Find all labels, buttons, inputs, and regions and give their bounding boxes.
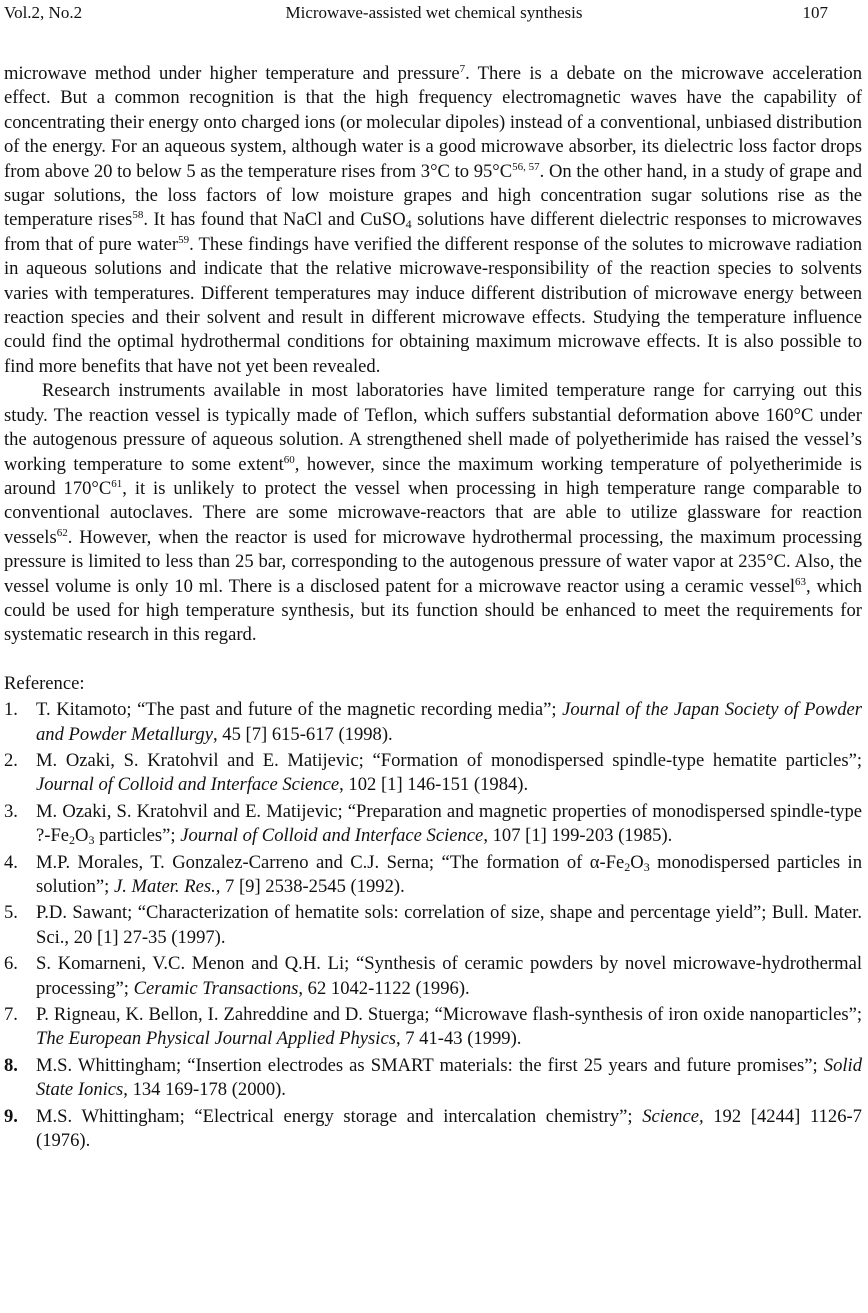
reference-number: 7. — [4, 1004, 18, 1026]
paragraph-2 — [4, 379, 862, 647]
reference-item — [4, 698, 862, 747]
journal-title: The European Physical Journal Applied Physics — [36, 1028, 396, 1050]
citation: 60 — [283, 453, 295, 466]
text-run: Research instruments available in most laboratories have limited temperature range for carrying out this study. The reaction vessel is typically made of Teflon, which suffers substantial deformation above 160°C under the autogenous pressure of aqueous solution. A strengthened shell made of polyetherimide has raised the vessel’s working temperature to some extent — [4, 380, 862, 475]
text-run: , which could be used for high temperature synthesis, but its function should be enhanced to meet the requirements for systematic research in this regard. — [4, 575, 862, 646]
text-run: M.S. Whittingham; “Insertion electrodes as SMART materials: the first 25 years and future promises”; — [36, 1054, 824, 1076]
text-run: , 107 [1] 199-203 (1985). — [483, 825, 673, 847]
text-run: M. Ozaki, S. Kratohvil and E. Matijevic; “Preparation and magnetic properties of monodispersed spindle-type ?-Fe — [36, 800, 862, 847]
reference-item — [4, 749, 862, 798]
text-run: , 134 169-178 (2000). — [123, 1079, 286, 1101]
citation: 56, 57 — [512, 160, 540, 173]
text-run: , 102 [1] 146-151 (1984). — [339, 774, 529, 796]
reference-number: 5. — [4, 902, 18, 924]
subscript: 4 — [405, 217, 412, 232]
reference-item — [4, 901, 862, 950]
text-run: , 45 [7] 615-617 (1998). — [212, 723, 393, 745]
journal-title: Solid State Ionics — [36, 1054, 862, 1101]
subscript: 2 — [69, 833, 76, 848]
reference-number: 9. — [4, 1105, 18, 1127]
text-run: . However, when the reactor is used for microwave hydrothermal processing, the maximum processing pressure is limited to less than 25 bar, corresponding to the autogenous pressure of water vapor at 235°C. Also, the vessel volume is only 10 ml. There is a disclosed patent for a microwave reactor using a ceramic vessel — [4, 526, 862, 597]
citation: 7 — [459, 63, 466, 75]
reference-number: 8. — [4, 1054, 18, 1076]
text-run: monodispersed particles in solution”; — [36, 851, 862, 897]
reference-number: 4. — [4, 851, 18, 873]
text-run: . On the other hand, in a study of grape and sugar solutions, the loss factors of low moisture grapes and high concentration sugar solutions rise as the temperature rises — [4, 160, 862, 231]
journal-title: Science, — [642, 1105, 704, 1127]
subscript: 2 — [624, 859, 631, 874]
text-run: particles”; — [94, 825, 181, 847]
article-body — [4, 62, 862, 1153]
journal-title: Journal of Colloid and Interface Science — [180, 825, 484, 847]
citation: 58 — [132, 209, 144, 222]
text-run: T. Kitamoto; “The past and future of the magnetic recording media”; — [36, 699, 563, 721]
reference-list — [4, 698, 862, 1153]
subscript: 3 — [643, 859, 650, 874]
page-number: 107 — [802, 3, 828, 22]
text-run: solutions have different dielectric responses to microwaves from that of pure water — [4, 209, 862, 255]
citation: 63 — [795, 575, 806, 588]
journal-title: Ceramic Transactions — [133, 977, 299, 999]
text-run: M.P. Morales, T. Gonzalez-Carreno and C.J. Serna; “The formation of α-Fe — [36, 851, 625, 873]
paragraph-1 — [4, 62, 862, 379]
reference-heading: Reference: — [4, 672, 85, 694]
text-run: , however, since the maximum working temperature of polyetherimide is around 170°C — [4, 453, 862, 499]
journal-title: Journal of Colloid and Interface Science — [36, 774, 340, 796]
text-run: O — [75, 825, 89, 847]
text-run: 192 [4244] 1126-7 (1976). — [36, 1105, 862, 1152]
text-run: 7 [9] 2538-2545 (1992). — [220, 876, 405, 897]
reference-number: 2. — [4, 749, 18, 771]
text-run: , it is unlikely to protect the vessel when processing in high temperature range comparable to conventional autoclaves. There are some microwave-reactors that are able to utilize glassware for reaction vessels — [4, 477, 862, 548]
text-run: S. Komarneni, V.C. Menon and Q.H. Li; “Synthesis of ceramic powders by novel microwave-hydrothermal processing”; — [36, 953, 862, 999]
reference-item — [4, 952, 862, 1001]
citation: 62 — [56, 526, 68, 539]
reference-item — [4, 1105, 862, 1154]
journal-title: Journal of the Japan Society of Powder and Powder Metallurgy — [36, 699, 862, 745]
text-run: . These findings have verified the different response of the solutes to microwave radiation in aqueous solutions and indicate that the relative microwave-responsibility of the reaction species to solvents varies with temperatures. Different temperatures may induce different distribution of microwave energy between reaction species and their solvent and result in different microwave effects. Studying the temperature influence could find the optimal hydrothermal conditions for obtaining maximum microwave effects. It is also possible to find more benefits that have not yet been revealed. — [4, 233, 863, 377]
text-run: M. Ozaki, S. Kratohvil and E. Matijevic; “Formation of monodispersed spindle-type hematite particles”; — [36, 749, 862, 771]
text-run: microwave method under higher temperature and pressure — [4, 63, 460, 84]
reference-number: 1. — [4, 699, 18, 721]
text-run: P.D. Sawant; “Characterization of hematite sols: correlation of size, shape and percentage yield”; Bull. Mater. Sci., 20 [1] 27-35 (1997). — [36, 902, 862, 948]
text-run: , 62 1042-1122 (1996). — [298, 977, 470, 999]
text-run: . There is a debate on the microwave acceleration effect. But a common recognition is that the high frequency electromagnetic waves have the capability of concentrating their energy onto charged ions (or molecular dipoles) instead of a conventional, unbiased distribution of the energy. For an aqueous system, although water is a good microwave absorber, its dielectric loss factor drops from above 20 to below 5 as the temperature rises from 3°C to 95°C — [4, 63, 862, 182]
journal-title: J. Mater. Res., — [114, 876, 221, 897]
reference-item — [4, 800, 862, 849]
reference-item — [4, 851, 862, 900]
reference-number: 3. — [4, 800, 18, 822]
citation: 59 — [178, 233, 190, 246]
running-title: Microwave-assisted wet chemical synthesis — [285, 3, 583, 22]
citation: 61 — [111, 477, 123, 490]
text-run: M.S. Whittingham; “Electrical energy storage and intercalation chemistry”; — [36, 1105, 643, 1127]
running-header — [0, 0, 868, 26]
reference-number: 6. — [4, 953, 18, 975]
text-run: P. Rigneau, K. Bellon, I. Zahreddine and D. Stuerga; “Microwave flash-synthesis of iron oxide nanoparticles”; — [36, 1004, 862, 1026]
volume-label: Vol.2, No.2 — [4, 3, 83, 22]
text-run: O — [630, 851, 644, 873]
subscript: 3 — [88, 833, 95, 848]
text-run: . It has found that NaCl and CuSO — [143, 209, 406, 231]
reference-item — [4, 1003, 862, 1052]
reference-item — [4, 1054, 862, 1103]
text-run: , 7 41-43 (1999). — [395, 1028, 522, 1050]
